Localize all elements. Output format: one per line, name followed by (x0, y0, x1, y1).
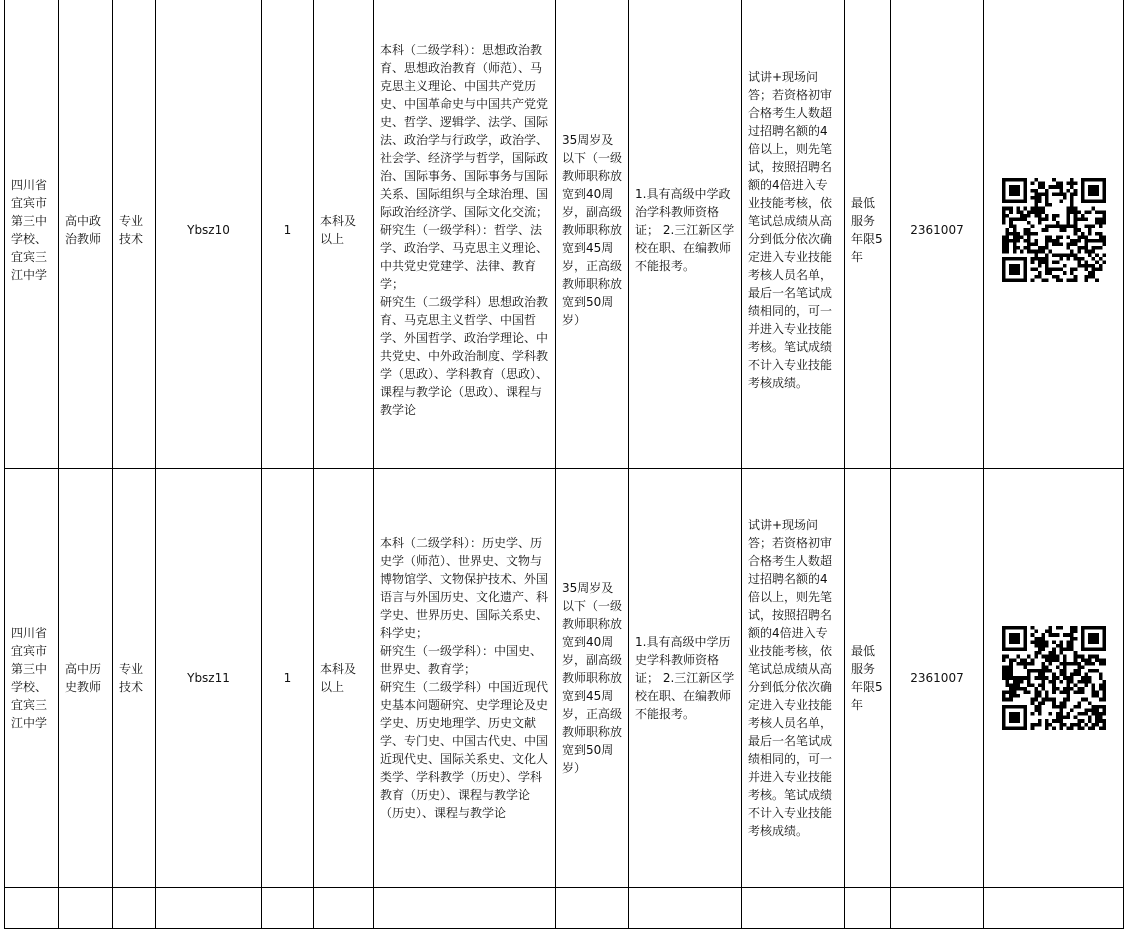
age-cell: 35周岁及以下（一级教师职称放宽到40周岁，副高级教师职称放宽到45周岁，正高级教师职称放宽到50周岁） (556, 469, 629, 888)
phone-cell: 2361007 (891, 469, 984, 888)
age-cell: 35周岁及以下（一级教师职称放宽到40周岁，副高级教师职称放宽到45周岁，正高级教师职称放宽到50周岁） (556, 0, 629, 469)
category-cell: 专业技术 (113, 469, 156, 888)
table-row (5, 469, 1124, 888)
headcount-cell: 1 (262, 469, 314, 888)
major-cell: 本科（二级学科）：思想政治教育、思想政治教育（师范）、马克思主义理论、中国共产党历史、中国革命史与中国共产党党史、哲学、逻辑学、法学、国际法、政治学与行政学，政治学、社会学、经济学与哲学，国际政治、国际事务、国际事务与国际关系、国际组织与全球治理、国际政治经济学、国际文化交流； 研究生（一级学科）：哲学、法学、政治学、马克思主义理论、中共党史党建学、法律、教育学； 研究生（二级学科）思想政治教育、马克思主义哲学、中国哲学、外国哲学、政治学理论、中共党史、中外政治制度、学科教学（思政）、学科教育（思政）、课程与教学论（思政）、课程与教学论 (374, 0, 556, 469)
education-cell: 本科及以上 (314, 469, 374, 888)
exam-method-cell: 试讲+现场问答；若资格初审合格考生人数超过招聘名额的4倍以上，则先笔试，按照招聘名额的4倍进入专业技能考核，依笔试总成绩从高分到低分依次确定进入专业技能考核人员名单，最后一名笔试成绩相同的，可一并进入专业技能考核。笔试成绩不计入专业技能考核成绩。 (742, 0, 845, 469)
other-conditions-cell: 1.具有高级中学政治学科教师资格证； 2.三江新区学校在职、在编教师不能报考。 (629, 0, 742, 469)
position-cell: 高中历史教师 (59, 469, 113, 888)
exam-method-cell: 试讲+现场问答；若资格初审合格考生人数超过招聘名额的4倍以上，则先笔试，按照招聘名额的4倍进入专业技能考核，依笔试总成绩从高分到低分依次确定进入专业技能考核人员名单，最后一名笔试成绩相同的，可一并进入专业技能考核。笔试成绩不计入专业技能考核成绩。 (742, 469, 845, 888)
qr-cell (984, 0, 1124, 469)
category-cell: 专业技术 (113, 0, 156, 469)
qr-code-icon[interactable] (1002, 178, 1106, 282)
major-cell: 本科（二级学科）：历史学、历史学（师范）、世界史、文物与博物馆学、文物保护技术、外国语言与外国历史、文化遗产、科学史、世界历史、国际关系史、科学史； 研究生（一级学科）：中国史、世界史、教育学； 研究生（二级学科）中国近现代史基本问题研究、史学理论及史学史、历史地理学、历史文献学、专门史、中国古代史、中国近现代史、国际关系史、文化人类学、学科教学（历史）、学科教育（历史）、课程与教学论（历史）、课程与教学论 (374, 469, 556, 888)
service-years-cell: 最低服务年限5年 (845, 469, 891, 888)
headcount-cell: 1 (262, 0, 314, 469)
unit-cell: 四川省宜宾市第三中学校、宜宾三江中学 (5, 0, 59, 469)
recruitment-table (4, 0, 1124, 929)
qr-cell (984, 469, 1124, 888)
education-cell: 本科及以上 (314, 0, 374, 469)
other-conditions-cell: 1.具有高级中学历史学科教师资格证； 2.三江新区学校在职、在编教师不能报考。 (629, 469, 742, 888)
position-cell: 高中政治教师 (59, 0, 113, 469)
table-row (5, 0, 1124, 469)
table-row (5, 888, 1124, 929)
position-code-cell: Ybsz10 (156, 0, 262, 469)
service-years-cell: 最低服务年限5年 (845, 0, 891, 469)
phone-cell: 2361007 (891, 0, 984, 469)
unit-cell: 四川省宜宾市第三中学校、宜宾三江中学 (5, 469, 59, 888)
qr-code-icon[interactable] (1002, 626, 1106, 730)
position-code-cell: Ybsz11 (156, 469, 262, 888)
